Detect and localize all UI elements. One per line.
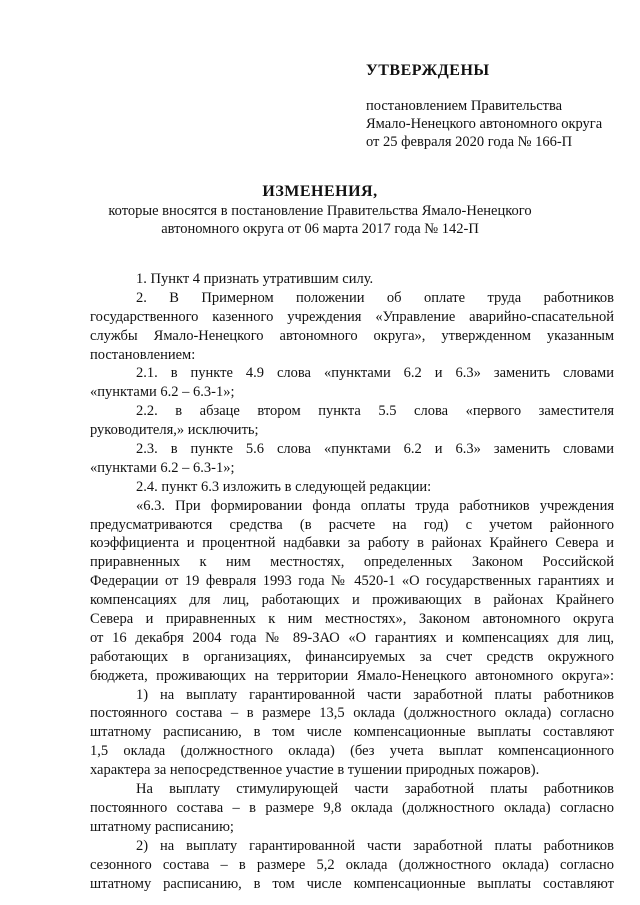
body-text-line: сезонного состава – в размере 5,2 оклада (должностного оклада) согласно <box>90 856 614 873</box>
body-text-line: бюджета, проживающих на территории Ямало-Ненецкого автономного округа»: <box>90 667 614 684</box>
body-text-line: штатному расписанию; <box>90 818 234 835</box>
body-text-line: «пунктами 6.2 – 6.3-1»; <box>90 384 235 401</box>
body-text-line: 1,5 оклада (должностного оклада) (без учета выплат компенсационного <box>90 743 614 760</box>
body-text-line: 2.1. в пункте 4.9 слова «пунктами 6.2 и 6.3» заменить словами <box>136 365 614 382</box>
body-text-line: постановлением: <box>90 346 196 363</box>
body-text-line: 2. В Примерном положении об оплате труда работников <box>136 289 614 306</box>
body-text-line: от 16 декабря 2004 года № 89-ЗАО «О гарантиях и компенсациях для лиц, <box>90 629 614 646</box>
body-text-line: государственного казенного учреждения «Управление аварийно-спасательной <box>90 308 614 325</box>
body-text-line: работающих в организациях, финансируемых за счет средств окружного <box>90 648 614 665</box>
body-text-line: характера за непосредственное участие в тушении природных пожаров). <box>90 762 540 779</box>
body-text-line: 2.3. в пункте 5.6 слова «пунктами 6.2 и 6.3» заменить словами <box>136 441 614 458</box>
approval-line: от 25 февраля 2020 года № 166-П <box>366 134 573 150</box>
approval-line: постановлением Правительства <box>366 98 563 114</box>
body-text-line: предусматриваются средства (в расчете на год) с учетом районного <box>90 516 614 533</box>
body-text-line: Севера и приравненных к ним местностях», Законом автономного округа <box>90 611 614 628</box>
body-text-line: коэффициента и процентной надбавки за работу в районах Крайнего Севера и <box>90 535 614 552</box>
body-text-line: компенсациях для лиц, работающих и проживающих в районах Крайнего <box>90 592 614 609</box>
body-text-line: 1. Пункт 4 признать утратившим силу. <box>136 271 374 287</box>
body-text-line: постоянного состава – в размере 13,5 оклада (должностного оклада) согласно <box>90 705 614 722</box>
body-text-line: На выплату стимулирующей части заработной платы работников <box>136 781 614 798</box>
body-text-line: постоянного состава – в размере 9,8 оклада (должностного оклада) согласно <box>90 799 614 816</box>
document-subtitle: автономного округа от 06 марта 2017 года № 142-П <box>161 221 479 237</box>
body-text-line: штатному расписанию, в том числе компенсационные выплаты составляют <box>90 724 614 741</box>
approval-line: Ямало-Ненецкого автономного округа <box>366 116 603 132</box>
body-text-line: службы Ямало-Ненецкого автономного округа», утвержденном указанным <box>90 327 614 344</box>
body-text-line: 2.2. в абзаце втором пункта 5.5 слова «первого заместителя <box>136 403 614 420</box>
document-body <box>90 270 614 893</box>
body-text-line: 2) на выплату гарантированной части заработной платы работников <box>136 837 614 854</box>
body-text-line: Федерации от 19 февраля 1993 года № 4520-1 «О государственных гарантиях и <box>90 573 614 590</box>
body-text-line: штатному расписанию, в том числе компенсационные выплаты составляют <box>90 875 614 892</box>
body-text-line: «пунктами 6.2 – 6.3-1»; <box>90 459 235 476</box>
document-subtitle: которые вносятся в постановление Правительства Ямало-Ненецкого <box>108 203 532 219</box>
body-text-line: приравненных к ним местностях, определенных Законом Российской <box>90 554 614 571</box>
body-text-line: «6.3. При формировании фонда оплаты труда работников учреждения <box>136 497 614 514</box>
body-text-line: 2.4. пункт 6.3 изложить в следующей редакции: <box>136 478 432 495</box>
body-text-line: 1) на выплату гарантированной части заработной платы работников <box>136 686 614 703</box>
body-text-line: руководителя,» исключить; <box>90 422 259 439</box>
document-title: ИЗМЕНЕНИЯ, <box>262 183 378 200</box>
approval-heading: УТВЕРЖДЕНЫ <box>366 62 490 79</box>
